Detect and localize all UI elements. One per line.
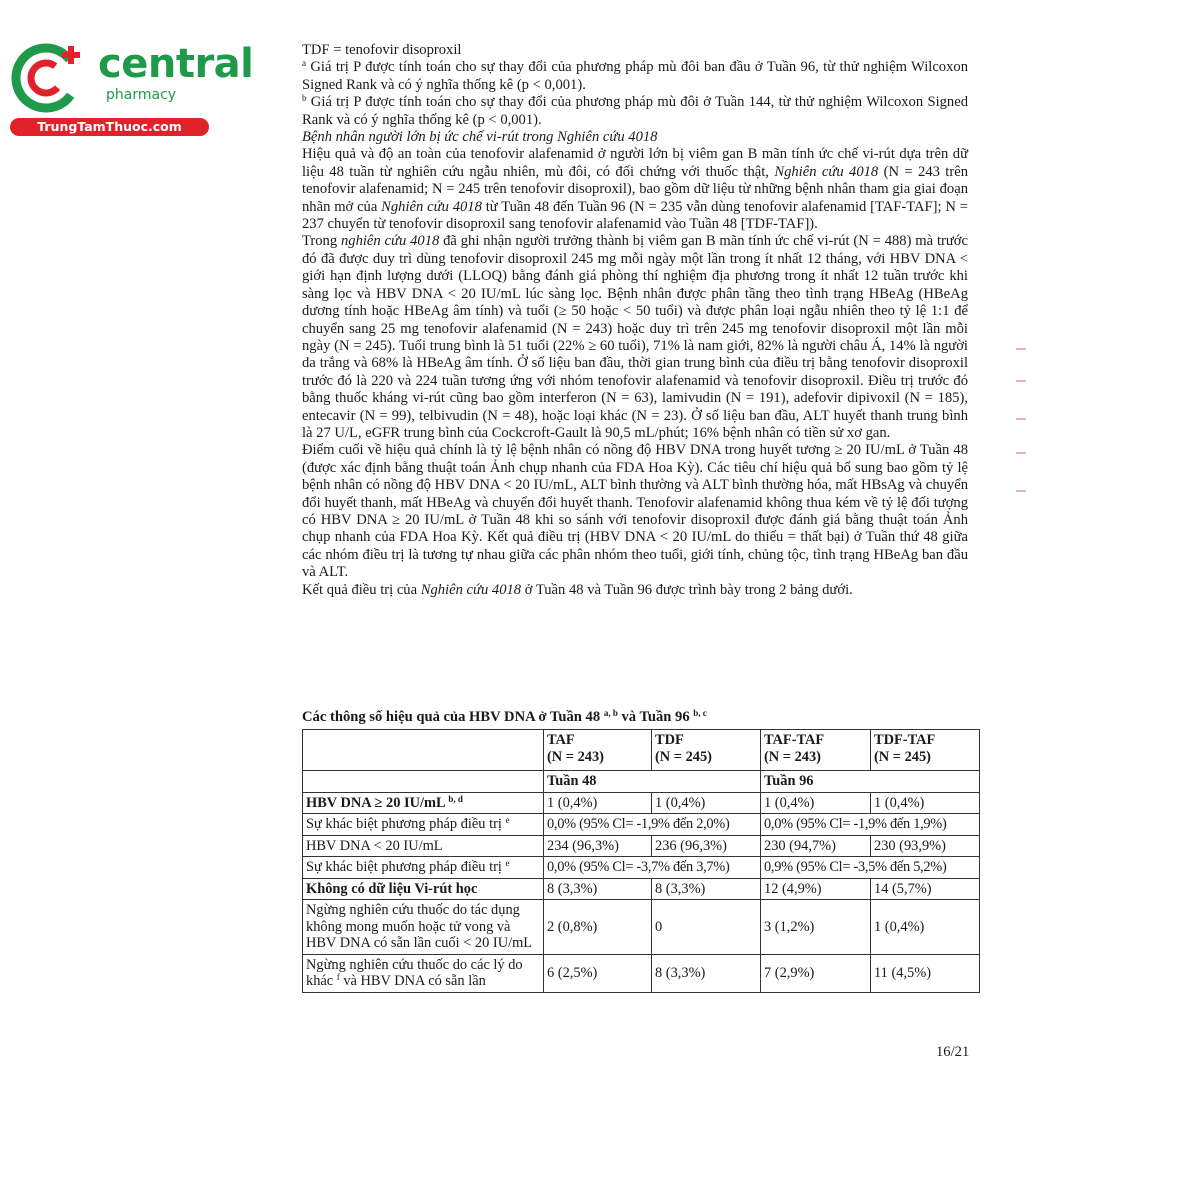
column-header: TDF (N = 245) [652, 730, 761, 771]
margin-stamp-marks [1016, 340, 1030, 510]
table-cell: 11 (4,5%) [871, 954, 980, 992]
body-paragraph: Trong nghiên cứu 4018 đã ghi nhận người trưởng thành bị viêm gan B mãn tính ức chế vi-rút (N = 488) mà trước đó đã được duy trì dùng tenofovir disoproxil 245 mg mỗi ngày một lần trong ít nhất 12 tháng, với HBV DNA < giới hạn định lượng dưới (LLOQ) bằng đánh giá phòng thí nghiệm địa phương trong ít nhất 12 tuần trước khi sàng lọc và HBV DNA < 20 IU/mL lúc sàng lọc. Bệnh nhân được phân tầng theo tình trạng HBeAg (HBeAg dương tính hoặc HBeAg âm tính) và tuổi (≥ 50 hoặc < 50 tuổi) và được phân loại ngẫu nhiên theo tỷ lệ 1:1 để chuyển sang 25 mg tenofovir alafenamid (N = 243) hoặc duy trì trên 245 mg tenofovir disoproxil một lần mỗi ngày (N = 245). Tuổi trung bình là 51 tuổi (22% ≥ 60 tuổi), 71% là nam giới, 82% là người châu Á, 14% là người da trắng và 68% là HBeAg âm tính. Ở số liệu ban đầu, thời gian trung bình của điều trị bằng tenofovir disoproxil trước đó là 220 và 224 tuần tương ứng với nhóm tenofovir alafenamid và tenofovir disoproxil. Điều trị trước đó bằng thuốc kháng vi-rút cũng bao gồm interferon (N = 63), lamivudin (N = 191), adefovir dipivoxil (N = 185), entecavir (N = 99), telbivudin (N = 48), hoặc loại khác (N = 23). Ở số liệu ban đầu, ALT huyết thanh trung bình là 27 U/L, eGFR trung bình của Cockcroft-Gault là 90,5 mL/phút; 16% bệnh nhân có tiền sử xơ gan. [302, 233, 968, 441]
table-row [303, 857, 980, 879]
column-header: TAF (N = 243) [544, 730, 652, 771]
document-body [302, 42, 968, 599]
table-cell: 1 (0,4%) [871, 792, 980, 814]
table-row [303, 954, 980, 992]
table-row [303, 835, 980, 857]
column-header: TAF-TAF (N = 243) [761, 730, 871, 771]
table-empty-cell [303, 771, 544, 793]
table-cell: 1 (0,4%) [871, 900, 980, 955]
row-label: Sự khác biệt phương pháp điều trị $^e$ [303, 857, 544, 879]
table-cell: 0,0% (95% Cl= -1,9% đến 1,9%) [761, 814, 980, 836]
table-cell: 1 (0,4%) [761, 792, 871, 814]
central-logo-icon [10, 36, 92, 118]
table-cell: 1 (0,4%) [652, 792, 761, 814]
row-label: HBV DNA ≥ 20 IU/mL $^{b, d}$ [303, 792, 544, 814]
table-cell: 2 (0,8%) [544, 900, 652, 955]
section-heading: Bệnh nhân người lớn bị ức chế vi-rút trong Nghiên cứu 4018 [302, 129, 658, 146]
page-number: 16/21 [936, 1044, 970, 1060]
table-cell: 0,0% (95% Cl= -1,9% đến 2,0%) [544, 814, 761, 836]
row-label: Sự khác biệt phương pháp điều trị $^e$ [303, 814, 544, 836]
table-cell: 14 (5,7%) [871, 878, 980, 900]
abbreviation-note: TDF = tenofovir disoproxil [302, 42, 462, 58]
table-cell: 0,9% (95% Cl= -3,5% đến 5,2%) [761, 857, 980, 879]
row-label: Không có dữ liệu Vi-rút học [303, 878, 544, 900]
table-cell: 234 (96,3%) [544, 835, 652, 857]
table-cell: 3 (1,2%) [761, 900, 871, 955]
row-label: HBV DNA < 20 IU/mL [303, 835, 544, 857]
table-cell: 12 (4,9%) [761, 878, 871, 900]
table-cell: 1 (0,4%) [544, 792, 652, 814]
table-row [303, 792, 980, 814]
table-cell: 0 [652, 900, 761, 955]
table-title: Các thông số hiệu quả của HBV DNA ở Tuần 48 $^{a, b}$ và Tuần 96 $^{b, c}$ [302, 708, 707, 725]
efficacy-table [302, 729, 980, 993]
brand-subtitle: pharmacy [106, 87, 177, 103]
table-header-row [303, 730, 980, 771]
body-paragraph: Điểm cuối về hiệu quả chính là tỷ lệ bệnh nhân có nồng độ HBV DNA trong huyết tương ≥ 20 IU/mL ở Tuần 48 (được xác định bằng thuật toán Ảnh chụp nhanh của FDA Hoa Kỳ). Các tiêu chí hiệu quả bổ sung bao gồm tỷ lệ bệnh nhân có nồng độ HBV DNA < 20 IU/mL, ALT bình thường và ALT bình thường hóa, mất HBsAg và chuyển đổi huyết thanh, mất HBeAg và chuyển đổi huyết thanh. Tenofovir alafenamid không thua kém về tỷ lệ đối tượng có HBV DNA ≥ 20 IU/mL ở Tuần 48 khi so sánh với tenofovir disoproxil được đánh giá bằng thuật toán Ảnh chụp nhanh của FDA Hoa Kỳ. Kết quả điều trị (HBV DNA < 20 IU/mL do thiếu = thất bại) ở Tuần thứ 48 giữa các nhóm điều trị là tương tự nhau giữa các phân nhóm theo tuổi, giới tính, chủng tộc, tình trạng HBeAg ban đầu và ALT. [302, 442, 968, 581]
footnote: $^a$ Giá trị P được tính toán cho sự thay đổi của phương pháp mù đôi ban đầu ở Tuần 96, từ thử nghiệm Wilcoxon Signed Rank và có ý nghĩa thống kê (p < 0,001). [302, 58, 968, 93]
period-header: Tuần 48 [544, 771, 761, 793]
row-label: Ngừng nghiên cứu thuốc do các lý do khác $^f$ và HBV DNA có sẵn lần [303, 954, 544, 992]
table-period-row [303, 771, 980, 793]
footnote: $^b$ Giá trị P được tính toán cho sự thay đổi của phương pháp mù đôi ở Tuần 144, từ thử nghiệm Wilcoxon Signed Rank và có ý nghĩa thống kê (p < 0,001). [302, 93, 968, 128]
table-cell: 236 (96,3%) [652, 835, 761, 857]
table-cell: 7 (2,9%) [761, 954, 871, 992]
central-pharmacy-logo [10, 36, 254, 136]
table-corner-cell [303, 730, 544, 771]
row-label: Ngừng nghiên cứu thuốc do tác dụng không mong muốn hoặc tử vong và HBV DNA có sẵn lần cuối < 20 IU/mL [303, 900, 544, 955]
table-cell: 230 (93,9%) [871, 835, 980, 857]
table-cell: 6 (2,5%) [544, 954, 652, 992]
brand-banner: TrungTamThuoc.com [10, 118, 209, 136]
table-cell: 230 (94,7%) [761, 835, 871, 857]
table-cell: 0,0% (95% Cl= -3,7% đến 3,7%) [544, 857, 761, 879]
column-header: TDF-TAF (N = 245) [871, 730, 980, 771]
table-cell: 8 (3,3%) [544, 878, 652, 900]
brand-name: central [98, 41, 254, 87]
table-row [303, 814, 980, 836]
body-paragraph: Hiệu quả và độ an toàn của tenofovir alafenamid ở người lớn bị viêm gan B mãn tính ức chế vi-rút dựa trên dữ liệu 48 tuần từ nghiên cứu ngẫu nhiên, mù đôi, có đối chứng với thuốc thật, Nghiên cứu 4018 (N = 243 trên tenofovir alafenamid; N = 245 trên tenofovir disoproxil), bao gồm dữ liệu từ những bệnh nhân tham gia giai đoạn nhãn mở của Nghiên cứu 4018 từ Tuần 48 đến Tuần 96 (N = 235 vẫn dùng tenofovir alafenamid [TAF-TAF]; N = 237 chuyển từ tenofovir disoproxil sang tenofovir alafenamid vào Tuần 48 [TDF-TAF]). [302, 146, 968, 233]
period-header: Tuần 96 [761, 771, 980, 793]
table-cell: 8 (3,3%) [652, 878, 761, 900]
table-cell: 8 (3,3%) [652, 954, 761, 992]
table-row [303, 878, 980, 900]
table-row [303, 900, 980, 955]
body-paragraph: Kết quả điều trị của Nghiên cứu 4018 ở Tuần 48 và Tuần 96 được trình bày trong 2 bảng dưới. [302, 581, 853, 598]
